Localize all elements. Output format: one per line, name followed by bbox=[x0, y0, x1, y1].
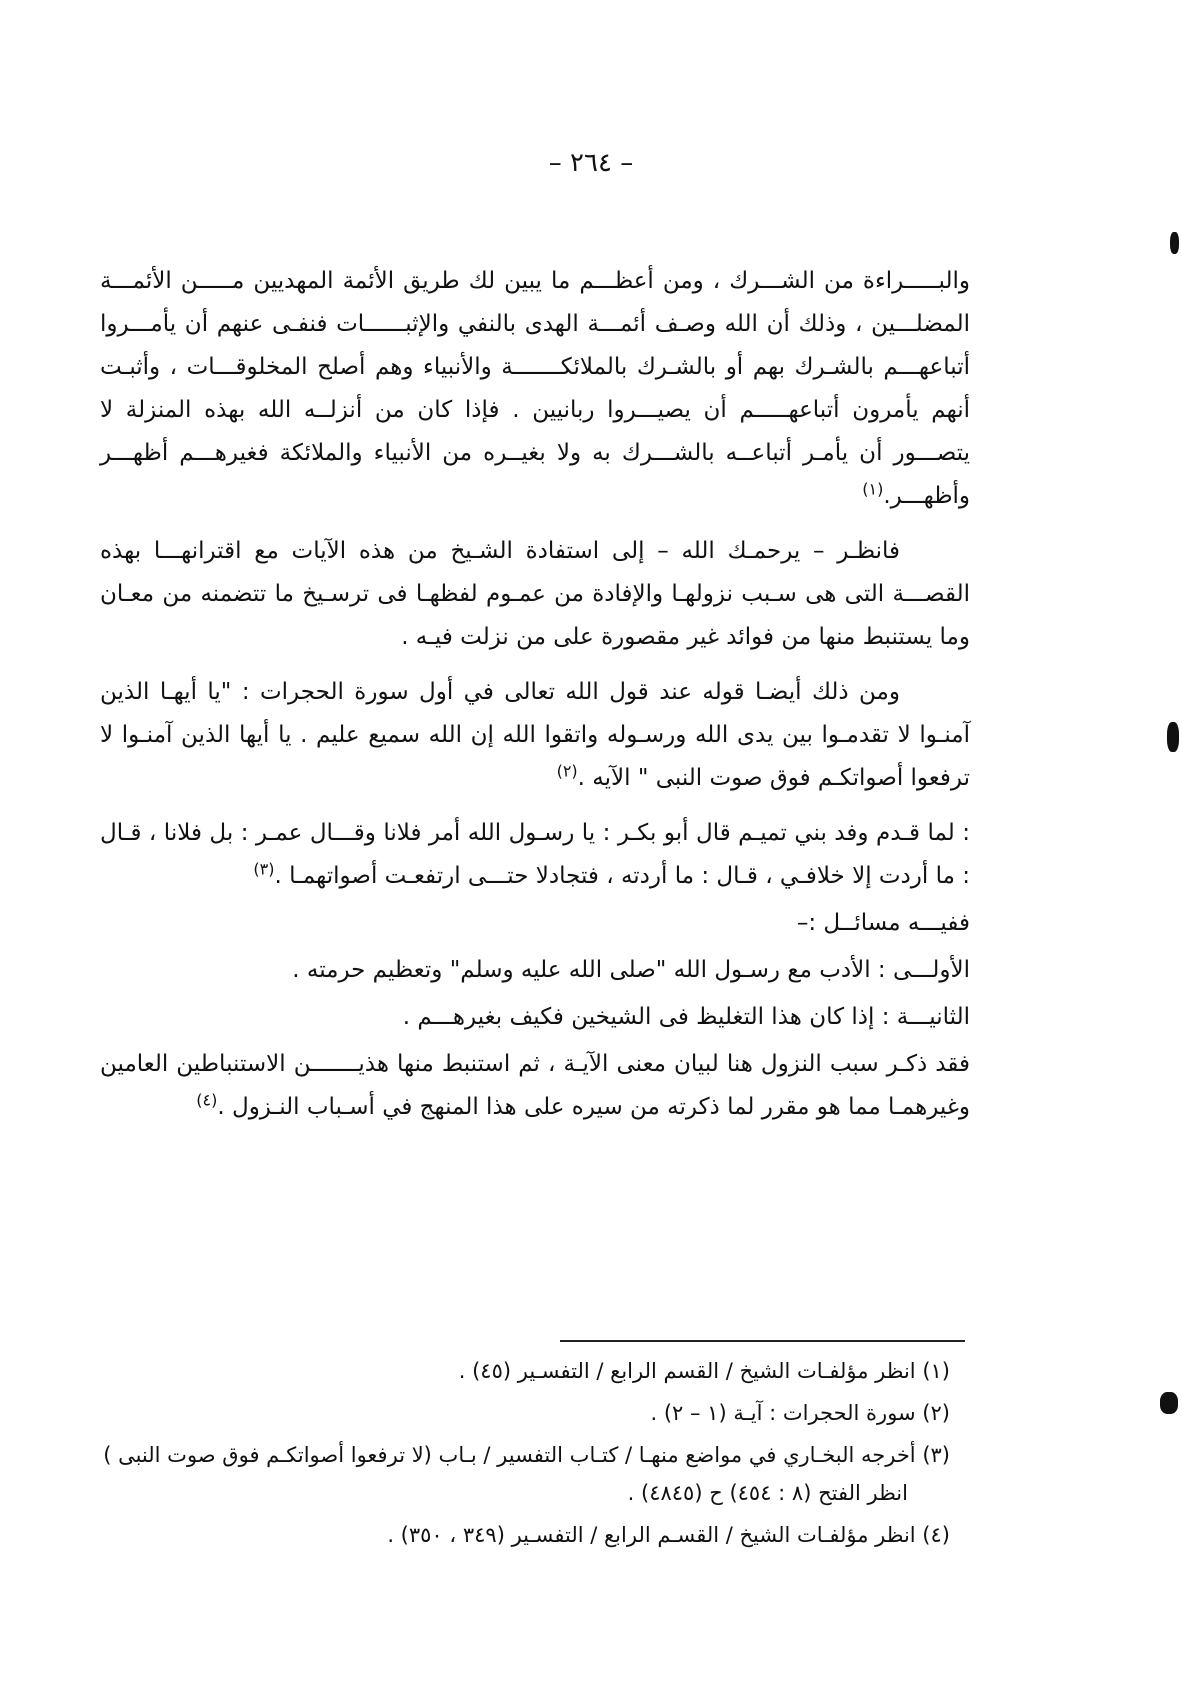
paragraph-8-text: فقد ذكـر سبب النزول هنا لبيان معنى الآيـة ، ثم استنبط منها هذيـــــــن الاستنباطين العامين وغيرهمـا مما هو مقرر لما ذكرته من سيره على هذا المنهج في أسـباب النـزول . bbox=[100, 1051, 970, 1120]
paragraph-3 bbox=[100, 671, 970, 800]
paragraph-1 bbox=[100, 260, 970, 518]
footnote-2: (٢) سورة الحجرات : آيـة (١ – ٢) . bbox=[650, 1401, 950, 1425]
paragraph-7-text: الثانيـــة : إذا كان هذا التغليظ فى الشيخين فكيف بغيرهـــم . bbox=[402, 1004, 970, 1030]
footnote-ref-3: (٣) bbox=[253, 859, 275, 879]
footnote-3: (٣) أخرجه البخـاري في مواضع منهـا / كتـاب التفسير / بـاب (لا ترفعوا أصواتكـم فوق صوت النبى ) انظر الفتح (٨ : ٤٥٤) ح (٤٨٤٥) . bbox=[103, 1443, 950, 1505]
paragraph-5-text: ففيـــه مسائــل :– bbox=[796, 910, 970, 936]
scan-mark-middle bbox=[1167, 722, 1179, 752]
paragraph-8 bbox=[100, 1043, 970, 1129]
page-number: – ٢٦٤ – bbox=[548, 148, 634, 178]
paragraph-4 bbox=[100, 812, 970, 898]
footnote-4: (٤) انظر مؤلفـات الشيخ / القسـم الرابع / التفسـير (٣٤٩ ، ٣٥٠) . bbox=[387, 1523, 950, 1547]
footnote-divider bbox=[560, 1340, 965, 1342]
scan-mark-bottom bbox=[1160, 1392, 1178, 1414]
footnote-ref-4: (٤) bbox=[196, 1090, 218, 1110]
main-text bbox=[100, 260, 970, 1129]
scan-mark-top bbox=[1170, 232, 1179, 254]
paragraph-6 bbox=[100, 949, 970, 992]
footnote-1: (١) انظر مؤلفـات الشيخ / القسم الرابع / التفسـير (٤٥) . bbox=[458, 1359, 950, 1383]
footnote-ref-2: (٢) bbox=[556, 761, 578, 781]
paragraph-1-text: والبـــــراءة من الشـــرك ، ومن أعظـــم ما يبين لك طريق الأئمة المهديين مـــــن الأئمـــة المضلـــين ، وذلك أن الله وصـف أئمـــة الهدى بالنفي والإثبــــــات فنفـى عنهم أن يأمـــروا أتباعهـــم بالشـرك بهم أو بالشـرك بالملائكـــــــة والأنبياء وهم أصلح المخلوقـــات ، وأثبـت أنهم يأمرون أتباعهـــــم أن يصيـــروا ربانيين . فإذا كان من أنزلــه الله بهذه المنزلة لا يتصـــور أن يأمـر أتباعــه بالشـــرك به ولا بغيــره من الأنبياء والملائكة فغيرهـــم أظهـــر وأظهـــر. bbox=[100, 268, 970, 509]
paragraph-2-text: فانظـر – يرحمـك الله – إلى استفادة الشـيخ من هذه الآيات مع اقترانهـــا بهذه القصـــة التى هى سـبب نزولهـا والإفادة من عمـوم لفظهـا فى ترسـيخ ما تتضمنه من معـان وما يستنبط منها من فوائد غير مقصورة على من نزلت فيـه . bbox=[100, 538, 970, 650]
paragraph-2 bbox=[100, 530, 970, 659]
paragraph-7 bbox=[100, 996, 970, 1039]
footnote-ref-1: (١) bbox=[862, 479, 884, 499]
paragraph-6-text: الأولـــى : الأدب مع رسـول الله "صلى الله عليه وسلم" وتعظيم حرمته . bbox=[292, 957, 970, 983]
paragraph-4-text: : لما قـدم وفد بني تميـم قال أبو بكـر : يا رسـول الله أمر فلانا وقـــال عمـر : بل فلانا ، قـال : ما أردت إلا خلافـي ، قـال : ما أردته ، فتجادلا حتـــى ارتفعـت أصواتهمـا . bbox=[100, 820, 970, 889]
paragraph-5 bbox=[100, 902, 970, 945]
footnotes bbox=[80, 1352, 950, 1558]
paragraph-3-text: ومن ذلك أيضـا قوله عند قول الله تعالى في أول سورة الحجرات : "يا أيهـا الذين آمنـوا لا تقدمـوا بين يدى الله ورسـوله واتقوا الله إن الله سميع عليم . يا أيها الذين آمنـوا لا ترفعوا أصواتكـم فوق صوت النبى " الآيه . bbox=[100, 679, 970, 791]
